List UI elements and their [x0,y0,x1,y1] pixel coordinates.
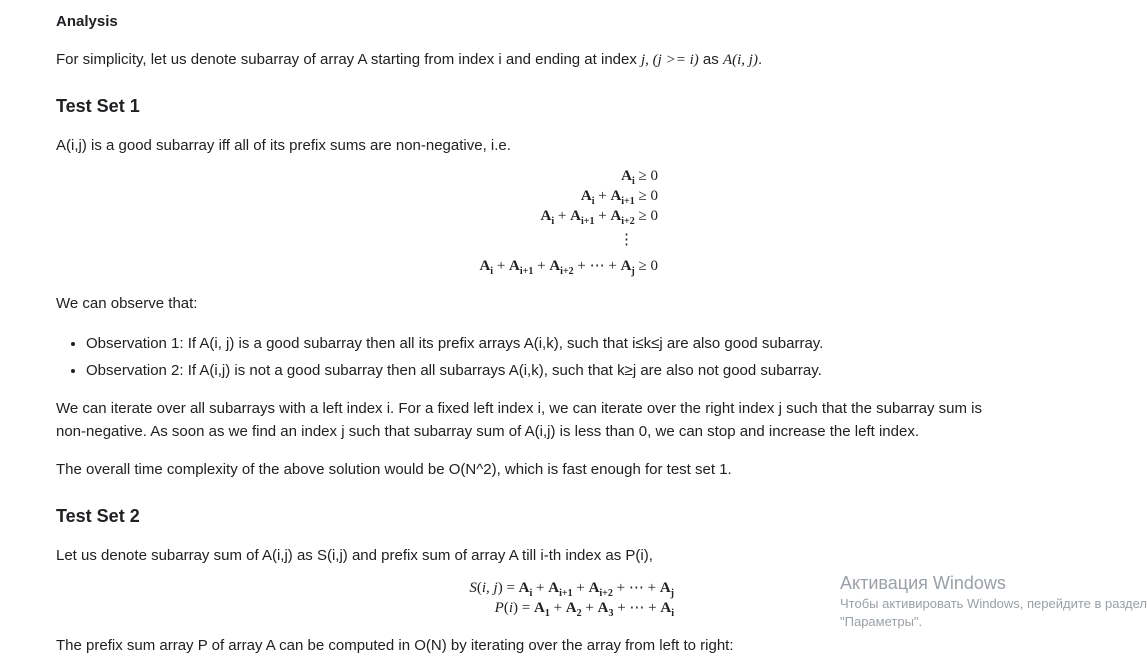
intro-math-j: j, (j >= i) [641,52,699,68]
complexity-paragraph: The overall time complexity of the above solution would be O(N^2), which is fast enough for test set 1. [56,461,732,478]
heading-test-set-2: Test Set 2 [56,506,140,526]
prefix-inequalities [300,168,658,280]
observe-text: We can observe that: [56,295,198,312]
inequality-1: $A_i \ge 0$ [621,168,658,187]
intro-as: as [698,51,723,68]
heading-test-set-1: Test Set 1 [56,96,140,116]
good-subarray-definition: A(i,j) is a good subarray iff all of its prefix sums are non-negative, i.e. [56,137,511,154]
watermark-title: Активация Windows [840,573,1006,593]
inequality-n: $A_i + A_{i+1} + A_{i+2}$ + ⋯ + $A_j \ge 0$ [479,258,658,277]
intro-text: For simplicity, let us denote subarray of array A starting from index i and ending at index [56,51,642,68]
subarray-sum-equation: S(i, $j) = A_i + A_{i+1} + A_{i+2}$ + ⋯ + $A_j$ [469,580,674,599]
vertical-dots: ⋮ [619,232,634,248]
prefix-sum-equation: $P(i) = A_1 + A_2 + A_3$ + ⋯ + $A_i$ [494,600,674,619]
watermark-line1: Чтобы активировать Windows, перейдите в раздел [840,596,1147,611]
windows-activation-watermark [840,571,1147,631]
watermark-line2: "Параметры". [840,614,923,629]
intro-paragraph [56,48,762,72]
section-title: Analysis [56,13,118,30]
observation-list [56,330,823,384]
intro-end: . [757,51,763,68]
intro-math-aij: A(i, j) [722,52,758,68]
subarray-sum-intro: Let us denote subarray sum of A(i,j) as S(i,j) and prefix sum of array A till i-th index as P(i), [56,547,653,564]
observation-1: • Observation 1: If A(i, j) is a good subarray then all its prefix arrays A(i,k), such that i≤k≤j are also good subarray. [86,330,823,357]
sum-definitions [300,578,674,622]
prefix-array-paragraph: The prefix sum array P of array A can be computed in O(N) by iterating over the array from left to right: [56,637,734,654]
observation-2: • Observation 2: If A(i,j) is not a good subarray then all subarrays A(i,k), such that k≥j are also not good subarray. [86,357,823,384]
inequality-2: $A_i + A_{i+1} \ge 0$ [580,188,658,207]
iterate-paragraph: We can iterate over all subarrays with a left index i. For a fixed left index i, we can iterate over the right index j such that the subarray sum is non-negative. As soon as we find an index j such that subarray sum of A(i,j) is less than 0, we can stop and increase the left index. [56,400,982,440]
inequality-3: $A_i + A_{i+1} + A_{i+2} \ge 0$ [540,208,658,227]
